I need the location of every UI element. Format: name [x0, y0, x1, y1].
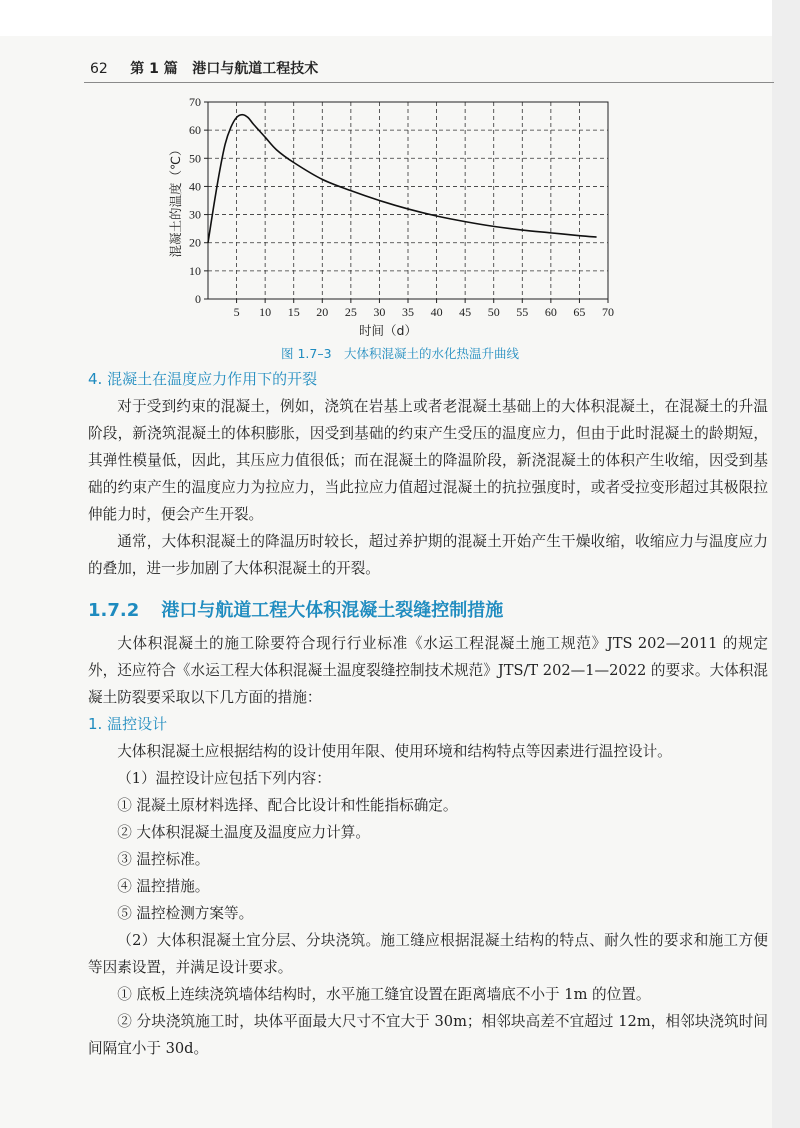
y-axis-label: 混凝土的温度（℃）: [168, 143, 183, 258]
list-item: ② 大体积混凝土温度及温度应力计算。: [117, 824, 370, 841]
figure-caption: 图 1.7–3 大体积混凝土的水化热温升曲线: [280, 346, 520, 361]
list-item: （1）温控设计应包括下列内容：: [117, 770, 331, 787]
x-tick-label: 5: [233, 305, 240, 319]
x-tick-label: 15: [287, 305, 300, 319]
y-tick-label: 40: [189, 179, 201, 194]
list-item: ① 混凝土原材料选择、配合比设计和性能指标确定。: [117, 797, 458, 814]
x-tick-label: 55: [516, 305, 529, 319]
section-title: 港口与航道工程大体积混凝土裂缝控制措施: [161, 600, 504, 621]
series-line: [208, 115, 597, 243]
paragraph: 对于受到约束的混凝土，例如，浇筑在岩基上或者老混凝土基础上的大体积混凝土，在混凝土的升温阶段，新浇筑混凝土的体积膨胀，因受到基础的约束产生受压的温度应力，但由于此时混凝土的龄期短，其弹性模量低，因此，其压应力值很低；而在混凝土的降温阶段，新浇混凝土的体积产生收缩，因受到基础的约束产生的温度应力为拉应力，当此拉应力值超过混凝土的抗拉强度时，或者受拉变形超过其极限拉伸能力时，便会产生开裂。: [88, 398, 768, 523]
page-edge-shadow: [772, 0, 800, 1128]
section-1-7-2: [88, 597, 768, 1062]
x-axis-label: 时间（d）: [359, 323, 417, 337]
y-tick-label: 0: [195, 292, 201, 306]
section-number: 1.7.2: [88, 600, 140, 621]
x-tick-label: 25: [344, 305, 357, 319]
x-tick-label: 70: [602, 305, 614, 319]
paragraph: 通常，大体积混凝土的降温历时较长，超过养护期的混凝土开始产生干燥收缩，收缩应力与温度应力的叠加，进一步加剧了大体积混凝土的开裂。: [88, 533, 768, 577]
x-tick-label: 45: [459, 305, 472, 319]
x-tick-label: 35: [402, 305, 414, 319]
list-item: ③ 温控标准。: [117, 851, 210, 868]
x-tick-label: 50: [487, 305, 500, 319]
section-4: [88, 366, 768, 582]
y-tick-label: 70: [189, 95, 201, 109]
list-item: ① 底板上连续浇筑墙体结构时，水平施工缝宜设置在距离墙底不小于 1m 的位置。: [117, 986, 651, 1003]
paragraph: 大体积混凝土应根据结构的设计使用年限、使用环境和结构特点等因素进行温控设计。: [117, 743, 672, 760]
temperature-rise-chart: [160, 92, 640, 337]
book-title: 港口与航道工程技术: [192, 61, 319, 77]
running-header: [90, 58, 318, 78]
list-item: ④ 温控措施。: [117, 878, 210, 895]
y-tick-label: 50: [189, 151, 201, 166]
x-tick-label: 20: [316, 305, 329, 319]
x-tick-label: 30: [373, 305, 386, 319]
part-label: 第 1 篇: [130, 61, 178, 77]
y-tick-label: 60: [189, 123, 201, 138]
list-item: ⑤ 温控检测方案等。: [117, 905, 254, 922]
paragraph: （2）大体积混凝土宜分层、分块浇筑。施工缝应根据混凝土结构的特点、耐久性的要求和施工方便等因素设置，并满足设计要求。: [88, 932, 768, 976]
y-tick-label: 20: [189, 235, 201, 250]
subsection-heading: 1. 温控设计: [88, 715, 168, 733]
paragraph: 大体积混凝土的施工除要符合现行行业标准《水运工程混凝土施工规范》JTS 202—2011 的规定外，还应符合《水运工程大体积混凝土温度裂缝控制技术规范》JTS/T 202—1—2022 的要求。大体积混凝土防裂要采取以下几方面的措施：: [88, 635, 768, 706]
y-tick-label: 30: [189, 207, 201, 222]
x-tick-label: 60: [544, 305, 557, 319]
section-4-heading: 4. 混凝土在温度应力作用下的开裂: [88, 370, 318, 388]
y-tick-label: 10: [189, 263, 201, 278]
paragraph: ② 分块浇筑施工时，块体平面最大尺寸不宜大于 30m；相邻块高差不宜超过 12m，相邻块浇筑时间间隔宜小于 30d。: [88, 1013, 768, 1057]
x-tick-label: 40: [430, 305, 443, 319]
header-rule: [84, 82, 774, 83]
section-heading: [88, 597, 768, 624]
x-tick-label: 65: [573, 305, 586, 319]
top-margin: [0, 0, 800, 36]
x-tick-label: 10: [259, 305, 272, 319]
page-number: 62: [90, 61, 108, 77]
